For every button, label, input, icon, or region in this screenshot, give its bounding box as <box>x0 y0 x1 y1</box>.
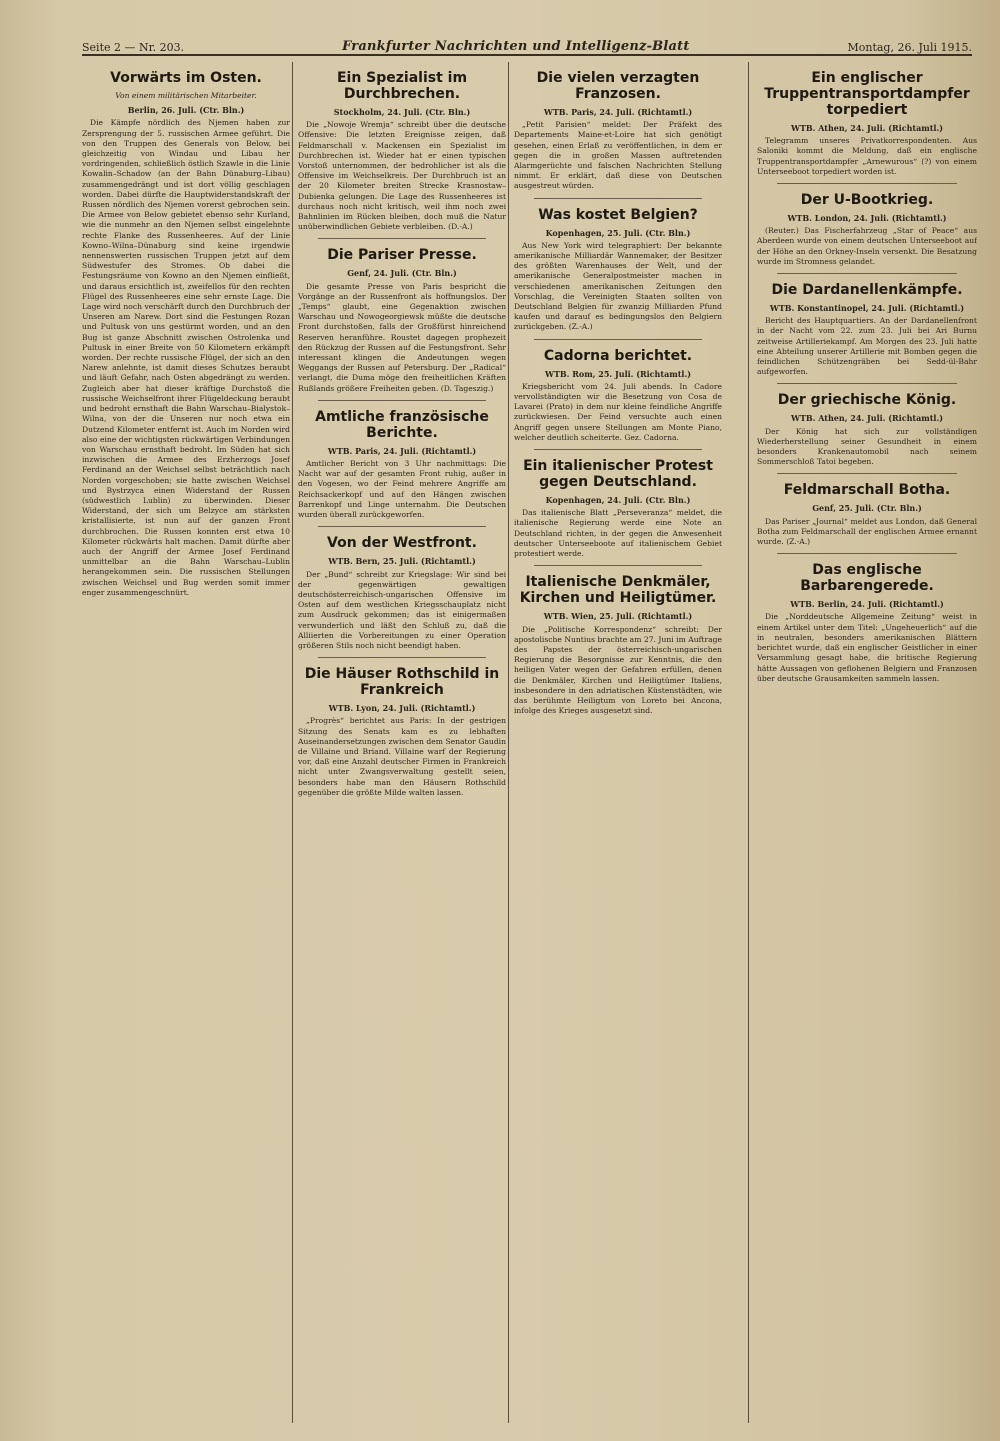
article <box>298 238 506 393</box>
article-headline: Der U-Bootkrieg. <box>800 192 934 209</box>
article-headline: Ein englischer Truppentransportdampfer torpediert <box>764 70 970 118</box>
article-dateline: WTB. Berlin, 24. Juli. (Richtamtl.) <box>790 599 944 610</box>
article-body: Der „Bund“ schreibt zur Kriegslage: Wir sind bei der gegenwärtigen gewaltigen deutschösterreichisch-ungarischen Offensive im Osten auf dem westlichen Kriegsschauplatz nicht zum Ausdruck gekommen; das ist einigermaßen verwunderlich und läßt den Schluß zu, daß die Alliierten die Vorbereitungen zu einer Operation größeren Stils noch nicht beendigt haben. <box>298 569 506 650</box>
article-separator <box>318 526 486 527</box>
article <box>298 400 506 520</box>
column-4 <box>757 62 977 1423</box>
article-body: Aus New York wird telegraphiert: Der bekannte amerikanische Milliardär Wannemaker, der Besitzer des größten Warenhauses der Welt, und der amerikanische Generalpostmeister machen in verschiedenen amerikanischen Zeitungen den Vorschlag, die Vereinigten Staaten sollten von Deutschland Belgien für zwanzig Milliarden Pfund kaufen und darauf es bedingungslos den Belgiern zurückgeben. (Z.-A.) <box>514 240 722 332</box>
article <box>514 449 722 559</box>
article-headline: Das englische Barbarengerede. <box>800 562 934 595</box>
article-dateline: WTB. Wien, 25. Juli. (Richtamtl.) <box>543 611 693 622</box>
article <box>757 183 977 267</box>
article <box>514 198 722 333</box>
article-headline: Ein italienischer Protest gegen Deutschland. <box>523 458 713 491</box>
article-body: (Reuter.) Das Fischerfahrzeug „Star of Peace“ aus Aberdeen wurde von einem deutschen Unterseeboot auf der Höhe an den Orkney-Inseln versenkt. Die Besatzung wurde im Stromness gelandet. <box>757 226 977 266</box>
article-headline: Ein Spezialist im Durchbrechen. <box>336 70 468 102</box>
article <box>514 70 722 192</box>
column-rule <box>508 62 509 1423</box>
article-headline: Die Häuser Rothschild in Frankreich <box>304 666 500 699</box>
article-dateline: Genf, 24. Juli. (Ctr. Bln.) <box>347 268 457 279</box>
page-header <box>82 30 972 56</box>
article <box>82 70 290 598</box>
issue-date: Montag, 26. Juli 1915. <box>847 41 972 54</box>
article-separator <box>534 449 702 450</box>
article-dateline: Kopenhagen, 24. Juli. (Ctr. Bln.) <box>545 495 691 506</box>
column-rule <box>292 62 293 1423</box>
article-body: „Petit Parisien“ meldet: Der Präfekt des Departements Maine-et-Loire hat sich genötigt gesehen, einen Erlaß zu veröffentlichen, in dem er gegen die in großen Massen auftretenden Alarmgerüchte und falschen Nachrichten Stellung nimmt. Er erklärt, daß diese von Deutschen ausgestreut würden. <box>514 120 722 191</box>
article-dateline: WTB. Athen, 24. Juli. (Richtamtl.) <box>790 123 944 133</box>
article <box>514 339 722 443</box>
article-separator <box>777 183 957 184</box>
article-dateline: WTB. Rom, 25. Juli. (Richtamtl.) <box>544 368 692 379</box>
article-headline: Feldmarschall Botha. <box>783 482 951 499</box>
article-body: Die „Norddeutsche Allgemeine Zeitung“ weist in einem Artikel unter dem Titel: „Ungeheuerlich“ auf die in neutralen, besonders amerikanischen Blättern berichtet wurde, daß ein englischer Geistlicher in einer Versammlung gesagt habe, die britische Regierung hätte Aussagen von geflohenen Belgiern und Franzosen über deutsche Grausamkeiten sammeln lassen. <box>757 612 977 683</box>
article <box>514 565 722 716</box>
article-headline: Der griechische König. <box>777 392 957 409</box>
article-separator <box>777 273 957 274</box>
article-dateline: Stockholm, 24. Juli. (Ctr. Bln.) <box>333 107 471 117</box>
article-dateline: WTB. Lyon, 24. Juli. (Richtamtl.) <box>328 703 476 714</box>
article-separator <box>534 198 702 199</box>
article-body: Kriegsbericht vom 24. Juli abends. In Cadore vervollständigten wir die Besetzung von Cosa de Lavarei (Prato) in dem nur kleine feindliche Angriffe zurückwiesen. Der Feind versuchte auch einen Angriff gegen unsere Stellungen am Monte Piano, welcher deutlich scheiterte. Gez. Cadorna. <box>514 381 722 442</box>
article-headline: Von der Westfront. <box>327 535 477 552</box>
article-byline: Von einem militärischen Mitarbeiter. <box>115 91 257 100</box>
article-body: Das Pariser „Journal“ meldet aus London, daß General Botha zum Feldmarschall der englischen Armee ernannt wurde. (Z.-A.) <box>757 516 977 547</box>
article-separator <box>777 473 957 474</box>
article-body: Das italienische Blatt „Perseveranza“ meldet, die italienische Regierung werde eine Note an Deutschland richten, in der gegen die Anwesenheit deutscher Unterseeboote auf italienischem Gebiet protestiert werde. <box>514 508 722 559</box>
article-headline: Die vielen verzagten Franzosen. <box>536 70 700 102</box>
article-separator <box>777 553 957 554</box>
article-body: Telegramm unseres Privatkorrespondenten. Aus Saloniki kommt die Meldung, daß ein englische Truppentransportdampfer „Arnewurous“ (?) von einem Unterseeboot torpediert worden ist. <box>757 136 977 176</box>
article-headline: Was kostet Belgien? <box>538 206 698 223</box>
article <box>298 526 506 651</box>
article <box>757 473 977 547</box>
article-headline: Die Dardanellenkämpfe. <box>771 282 963 299</box>
column-3 <box>514 62 722 1423</box>
article-body: Die gesamte Presse von Paris bespricht die Vorgänge an der Russenfront als hoffnungslos. Der „Temps“ glaubt, eine Gegenaktion zwischen Warschau und Nowogeorgiewsk müßte die deutsche Front durchstoßen, falls der Großfürst hinreichend Reserven heranführe. Roustet dagegen prophezeit den Rückzug der Russen auf die Festungsfront. Sehr interessant klingen die Andeutungen wegen Weggangs der Russen auf Petersburg. Der „Radical“ verlangt, die Duma möge den freiheitlichen Kräften Rußlands größere Freiheiten geben. (D. Tageszig.) <box>298 281 506 393</box>
article-separator <box>318 400 486 401</box>
article-headline: Italienische Denkmäler, Kirchen und Heiligtümer. <box>519 574 717 607</box>
article <box>757 553 977 684</box>
article-body: „Progrès“ berichtet aus Paris: In der gestrigen Sitzung des Senats kam es zu lebhaften Auseinandersetzungen zwischen dem Senator Gaudin de Villaine und Briand. Villaine warf der Regierung vor, daß eine Anzahl deutscher Firmen in Frankreich nicht unter Zwangsverwaltung gestellt seien, besonders habe man den Häusern Rothschild gegenüber die größte Milde walten lassen. <box>298 716 506 797</box>
article-separator <box>534 339 702 340</box>
column-2 <box>298 62 506 1423</box>
article-separator <box>318 238 486 239</box>
article-body: Der König hat sich zur vollständigen Wiederherstellung seiner Gesundheit in einem besonders Krankenautomobil nach seinem Sommerschloß Tatoi begeben. <box>757 426 977 467</box>
article-dateline: WTB. London, 24. Juli. (Richtamtl.) <box>787 213 947 224</box>
newspaper-title: Frankfurter Nachrichten und Intelligenz-Blatt <box>342 39 690 54</box>
article-headline: Die Pariser Presse. <box>327 247 477 264</box>
article-dateline: Berlin, 26. Juli. (Ctr. Bln.) <box>127 105 245 116</box>
article-dateline: WTB. Bern, 25. Juli. (Richtamtl.) <box>328 556 476 567</box>
article-separator <box>777 383 957 384</box>
article-headline: Amtliche französische Berichte. <box>315 408 489 441</box>
article-body: Die „Politische Korrespondenz“ schreibt: Der apostolische Nuntius brachte am 27. Juni im Auftrage des Papstes der österreichisch-ungarischen Regierung die Besorgnisse zur Kenntnis, die den heiligen Vater wegen der Gefahren erfüllen, denen die Denkmäler, Kirchen und Heiligtümer Italiens, insbesondere in den adriatischen Küstenstädten, wie das berühmte Heiligtum von Loreto bei Ancona, infolge des Krieges ausgesetzt sind. <box>514 624 722 716</box>
article <box>757 70 977 177</box>
article <box>757 383 977 467</box>
article-headline: Vorwärts im Osten. <box>110 70 262 86</box>
article-body: Die „Nowoje Wremja“ schreibt über die deutsche Offensive: Die letzten Ereignisse zeigen, daß Feldmarschall v. Mackensen ein Spezialist im Durchbrechen ist. Wieder hat er einen typischen Vorstoß unternommen, der bedrohlicher ist als die Offensive im Weichselkreis. Der Durchbruch ist an der 20 Kilometer breiten Strecke Krasnostaw–Dubienka gelungen. Die Lage des Russenheeres ist durchaus noch nicht kritisch, weil ihm noch zwei Bahnlinien im Rücken bleiben, doch muß die Natur unüberwindlichen Gebiete verbleiben. (D.-A.) <box>298 120 506 232</box>
column-1 <box>82 62 290 1423</box>
article <box>298 657 506 798</box>
article-body: Die Kämpfe nördlich des Njemen haben zur Zersprengung der 5. russischen Armee geführt. Die von den Truppen des Generals von Below, bei gleichzeitig von Windau und Libau her vordringenden, schließlich östlich Szawle in die Linie Kowalin–Schadow (an der Bahn Dünaburg–Libau) zusammengedrängt und ist dort völlig geschlagen worden. Dabei dürfte die Hauptwiderstandskraft der Russen nördlich des Njemen vorerst gebrochen sein. Die Armee von Below gebietet ebenso sehr Kurland, wie die nunmehr an den Njemen selbst eingelehnte rechte Flanke des Russenheeres. Auf der Linie Kowno–Wilna–Dünaburg sind keine irgendwie nennenswerten russischen Truppen jetzt auf dem Südwestufer des Stromes. Ob dabei die Festungsräume von Kowno an den Njemen einfließt, und daraus ersichtlich ist, zweifellos für den rechten Flügel des Russenheeres eine sehr ernste Lage. Die Lage wird noch verschärft durch den Durchbruch der Unseren am Narew. Dort sind die Festungen Rozan und Pultusk von uns gestürmt worden, und an den Bug ist ganze Abschnitt zwischen Ostrolenka und Pultusk in einer Breite von 50 Kilometern erkämpft worden. Der rechte russische Flügel, der sich an den Narew anlehnte, ist damit dieses Schutzes beraubt und läuft Gefahr, nach Osten abgedrängt zu werden. Zugleich aber hat dieser kräftige Durchstoß die russische Weichselfront ihrer Flügeldeckung beraubt und bedroht ernsthaft die Bahn Warschau–Bialystok–Wilna, von der die Unseren nur noch etwa ein Dutzend Kilometer entfernt ist. Auch im Norden wird also eine der wichtigsten rückwärtigen Verbindungen von Warschau ernsthaft bedroht. Im Süden hat sich inzwischen die Armee des Erzherzogs Josef Ferdinand an der Weichsel selbst beträchtlich nach Norden vorgeschoben; sie hatte zwischen Weichsel und Bystrzyca einen Widerstand der Russen (südwestlich Lublin) zu überwinden. Dieser Widerstand, der sich um Belzyce am stärksten kristallisierte, ist nun auf der ganzen Front durchbrochen. Die Russen konnten erst etwa 10 Kilometer rückwärts halt machen. Damit dürfte aber auch der Angriff der Armee Josef Ferdinand unmittelbar an die Bahn Warschau–Lublin herangekommen sein. Die russischen Stellungen zwischen Weichsel und Bug werden somit immer enger zusammengeschnürt. <box>82 118 290 597</box>
article <box>757 273 977 377</box>
article-dateline: WTB. Paris, 24. Juli. (Richtamtl.) <box>543 107 693 117</box>
article-separator <box>534 565 702 566</box>
article-dateline: WTB. Konstantinopel, 24. Juli. (Richtamtl.) <box>769 303 965 314</box>
article-dateline: WTB. Athen, 24. Juli. (Richtamtl.) <box>790 413 944 424</box>
article-body: Bericht des Hauptquartiers. An der Dardanellenfront in der Nacht vom 22. zum 23. Juli bei Ari Burnu zeitweise Artilleriekampf. Am Morgen des 23. Juli hatte eine Abteilung unserer Artillerie mit Bomben gegen die feindlichen Schützengräben bei Sedd-ül-Bahr aufgeworfen. <box>757 316 977 377</box>
article-dateline: WTB. Paris, 24. Juli. (Richtamtl.) <box>327 445 477 456</box>
article-body: Amtlicher Bericht von 3 Uhr nachmittags: Die Nacht war auf der gesamten Front ruhig, außer in den Vogesen, wo der Feind mehrere Angriffe am Reichsackerkopf und auf den Hängen zwischen Barrenkopf und Linge unternahm. Die Deutschen wurden überall zurückgeworfen. <box>298 459 506 520</box>
article-headline: Cadorna berichtet. <box>543 347 693 364</box>
page-number: Seite 2 — Nr. 203. <box>82 41 185 54</box>
column-rule <box>748 62 749 1423</box>
article-separator <box>318 657 486 658</box>
article-dateline: Kopenhagen, 25. Juli. (Ctr. Bln.) <box>545 227 691 238</box>
article <box>298 70 506 232</box>
article-dateline: Genf, 25. Juli. (Ctr. Bln.) <box>812 503 922 514</box>
